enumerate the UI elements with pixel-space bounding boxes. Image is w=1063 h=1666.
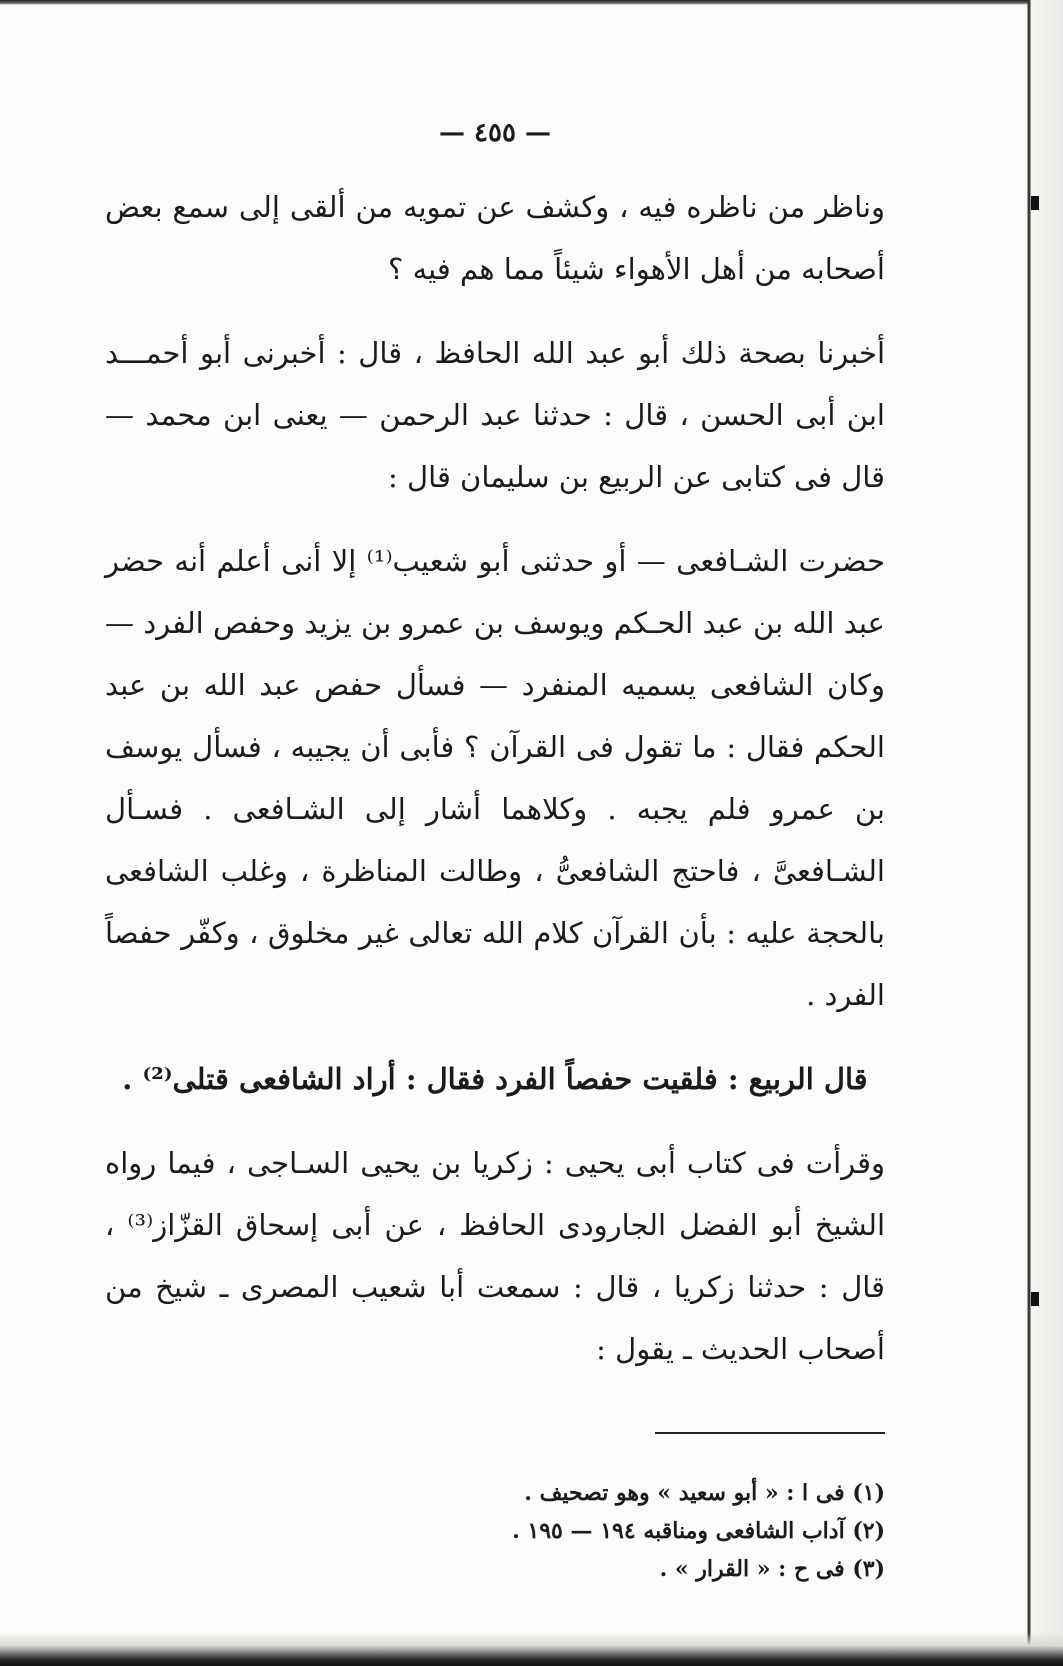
footnote-1: (١) فى ا : « أبو سعيد » وهو تصحيف . (524, 1480, 885, 1506)
scan-mark (1031, 1292, 1039, 1306)
footnote-divider (655, 1432, 885, 1434)
scan-top-edge (0, 0, 1063, 5)
scan-mark (1031, 196, 1039, 210)
scan-bottom-edge (0, 1632, 1063, 1666)
paragraph-2: أخبرنا بصحة ذلك أبو عبد الله الحافظ ، قال : أخبرنى أبو أحمـــد ابن أبى الحسن ، قال : حدثنا عبد الرحمن — يعنى ابن محمد — قال فى كتابى عن الربيع بن سليمان قال : (105, 336, 885, 494)
scan-right-edge (1017, 0, 1063, 1666)
paragraph-3: حضرت الشـافعى — أو حدثنى أبو شعيب⁽¹⁾ إلا أنى أعلم أنه حضر عبد الله بن عبد الحـكم ويوسف بن عمرو بن يزيد وحفص الفرد — وكان الشافعى يسميه المنفرد — فسأل حفص عبد الله بن عبد الحكم فقال : ما تقول فى القرآن ؟ فأبى أن يجيبه ، فسأل يوسف بن عمرو فلم يجبه . وكلاهما أشار إلى الشـافعى . فسـأل الشـافعىَّ ، فاحتج الشافعىُّ ، وطالت المناظرة ، وغلب الشافعى بالحجة عليه : بأن القرآن كلام الله تعالى غير مخلوق ، وكفّر حفصاً الفرد . (105, 544, 885, 1012)
paragraph-1: وناظر من ناظره فيه ، وكشف عن تمويه من ألقى إلى سمع بعض أصحابه من أهل الأهواء شيئاً مما هم فيه ؟ (105, 190, 885, 286)
page-number: — ٤٥٥ — (438, 118, 552, 148)
footnote-3: (٣) فى ح : « القرار » . (659, 1556, 885, 1582)
book-page (105, 118, 885, 1588)
paragraph-4: قال الربيع : فلقيت حفصاً الفرد فقال : أراد الشافعى قتلى⁽²⁾ . (122, 1062, 868, 1096)
footnote-2: (٢) آداب الشافعى ومناقبه ١٩٤ — ١٩٥ . (512, 1518, 885, 1544)
paragraph-5: وقرأت فى كتاب أبى يحيى : زكريا بن يحيى السـاجى ، فيما رواه الشيخ أبو الفضل الجارودى الحافظ ، عن أبى إسحاق القزّاز⁽³⁾ ، قال : حدثنا زكريا ، قال : سمعت أبا شعيب المصرى ـ شيخ من أصحاب الحديث ـ يقول : (105, 1146, 886, 1366)
